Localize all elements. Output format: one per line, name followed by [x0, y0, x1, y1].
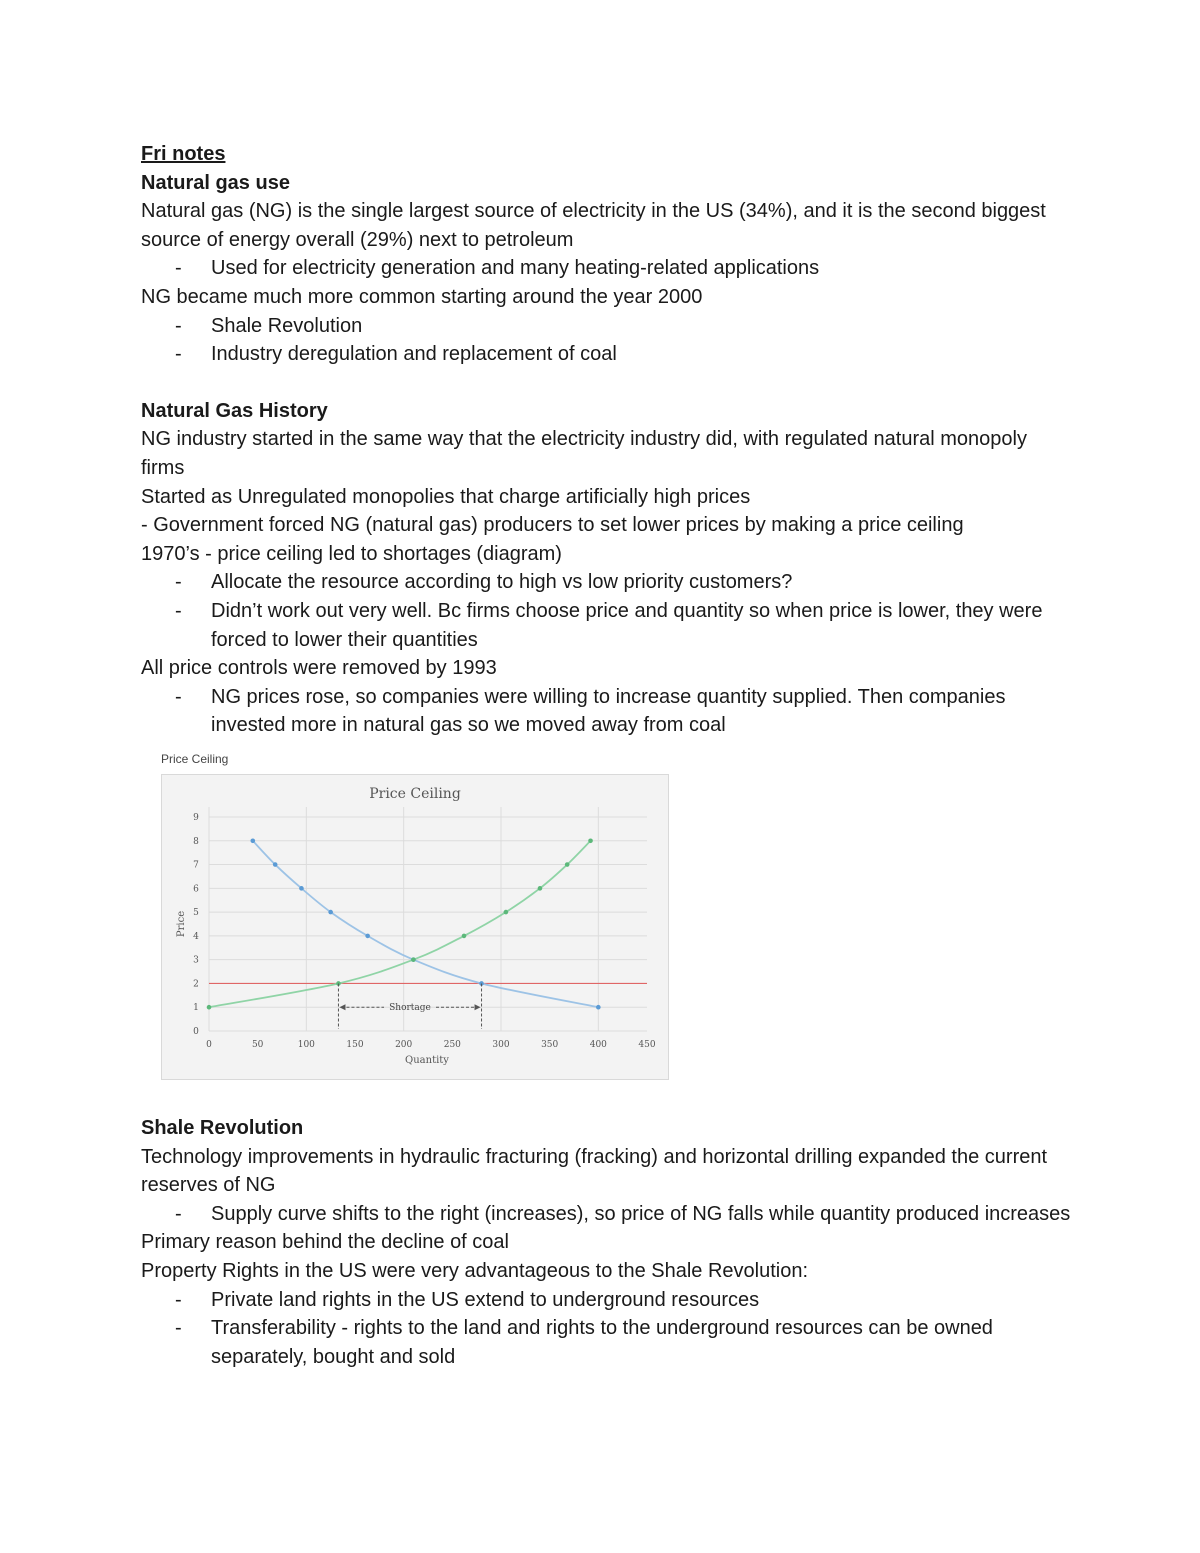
x-axis-label: Quantity: [405, 1055, 449, 1066]
x-tick-label: 350: [541, 1040, 559, 1050]
y-tick-label: 1: [193, 1003, 199, 1014]
demand-point: [299, 886, 304, 891]
demand-point: [365, 934, 370, 939]
paragraph: 1970’s - price ceiling led to shortages (diagram): [141, 542, 562, 565]
x-tick-label: 250: [443, 1040, 461, 1050]
supply-point: [462, 934, 467, 939]
supply-point: [411, 957, 416, 962]
paragraph: Natural gas (NG) is the single largest source of electricity in the US (34%), and it is the second biggest source of energy overall (29%) next to petroleum: [141, 200, 1046, 251]
heading-natural-gas-use: Natural gas use: [141, 171, 290, 194]
notes-bottom: [141, 1114, 1071, 1371]
heading-shale-revolution: Shale Revolution: [141, 1117, 304, 1139]
dash: -: [175, 1317, 182, 1340]
chart-labels: [176, 786, 656, 1066]
paragraph: Property Rights in the US were very advantageous to the Shale Revolution:: [141, 1259, 809, 1282]
supply-curve: [209, 841, 591, 1007]
dash: -: [175, 314, 182, 337]
demand-point: [273, 862, 278, 867]
y-tick-label: 3: [193, 955, 199, 966]
x-tick-label: 450: [638, 1040, 656, 1050]
price-ceiling-chart: [161, 774, 669, 1080]
y-tick-label: 2: [193, 979, 199, 990]
demand-point: [251, 838, 256, 843]
paragraph: Technology improvements in hydraulic fracturing (fracking) and horizontal drilling expanded the current reserves of NG: [141, 1145, 1048, 1197]
notes-top: [141, 140, 1071, 740]
y-tick-label: 7: [193, 860, 199, 871]
shortage-label: Shortage: [389, 1003, 431, 1014]
shortage-arrowhead-right: [475, 1004, 481, 1010]
supply-point: [504, 910, 509, 915]
x-tick-label: 100: [297, 1040, 315, 1050]
paragraph: NG became much more common starting around the year 2000: [141, 285, 703, 308]
y-tick-label: 9: [193, 813, 199, 823]
supply-point: [588, 838, 593, 843]
notes-title: Fri notes: [141, 143, 226, 165]
y-tick-label: 5: [193, 908, 199, 919]
bullet-item: - Supply curve shifts to the right (increases), so price of NG falls while quantity produced increases: [141, 1200, 1071, 1229]
bullet-item: - Transferability - rights to the land and rights to the underground resources can be owned separately, bought and sold: [141, 1314, 1071, 1371]
dash: -: [175, 343, 182, 366]
figure-caption: Price Ceiling: [161, 752, 229, 766]
bullet-item: - Industry deregulation and replacement of coal: [141, 340, 1071, 369]
chart-svg: [162, 775, 668, 1079]
paragraph: - Government forced NG (natural gas) producers to set lower prices by making a price ceiling: [141, 514, 964, 537]
dash: -: [175, 257, 182, 280]
heading-natural-gas-history: Natural Gas History: [141, 399, 328, 422]
bullet-item: - NG prices rose, so companies were willing to increase quantity supplied. Then companies invested more in natural gas so we moved away from coal: [141, 683, 1071, 740]
bullet-item: - Private land rights in the US extend to underground resources: [141, 1286, 1071, 1315]
supply-point: [207, 1005, 212, 1010]
x-tick-label: 50: [251, 1040, 264, 1050]
demand-curve: [253, 841, 599, 1007]
paragraph: NG industry started in the same way that the electricity industry did, with regulated natural monopoly firms: [141, 428, 1027, 479]
demand-point: [596, 1005, 601, 1010]
dash: -: [175, 685, 182, 708]
supply-point: [565, 862, 570, 867]
demand-point: [328, 910, 333, 915]
bullet-item: - Shale Revolution: [141, 312, 1071, 341]
x-tick-label: 200: [395, 1040, 413, 1050]
x-tick-label: 300: [492, 1040, 510, 1050]
paragraph: Primary reason behind the decline of coal: [141, 1231, 509, 1254]
dash: -: [175, 1288, 182, 1311]
dash: -: [175, 1202, 182, 1225]
supply-point: [538, 886, 543, 891]
chart-title: Price Ceiling: [369, 786, 461, 802]
y-tick-label: 0: [193, 1027, 199, 1037]
y-axis-label: Price: [176, 910, 187, 938]
x-tick-label: 150: [346, 1040, 364, 1050]
dash: -: [175, 599, 182, 622]
chart-grid: [209, 807, 647, 1031]
bullet-item: - Used for electricity generation and many heating-related applications: [141, 254, 1071, 283]
bullet-item: - Allocate the resource according to high vs low priority customers?: [141, 568, 1071, 597]
shortage-arrowhead-left: [339, 1004, 345, 1010]
x-tick-label: 400: [589, 1040, 607, 1050]
y-tick-label: 4: [193, 931, 199, 942]
dash: -: [175, 571, 182, 594]
paragraph: All price controls were removed by 1993: [141, 657, 497, 680]
bullet-item: - Didn’t work out very well. Bc firms choose price and quantity so when price is lower, they were forced to lower their quantities: [141, 597, 1071, 654]
shortage-annotation: [338, 983, 481, 1029]
y-tick-label: 6: [193, 884, 199, 895]
y-tick-label: 8: [193, 836, 199, 847]
paragraph: Started as Unregulated monopolies that charge artificially high prices: [141, 485, 751, 508]
x-tick-label: 0: [206, 1040, 212, 1050]
